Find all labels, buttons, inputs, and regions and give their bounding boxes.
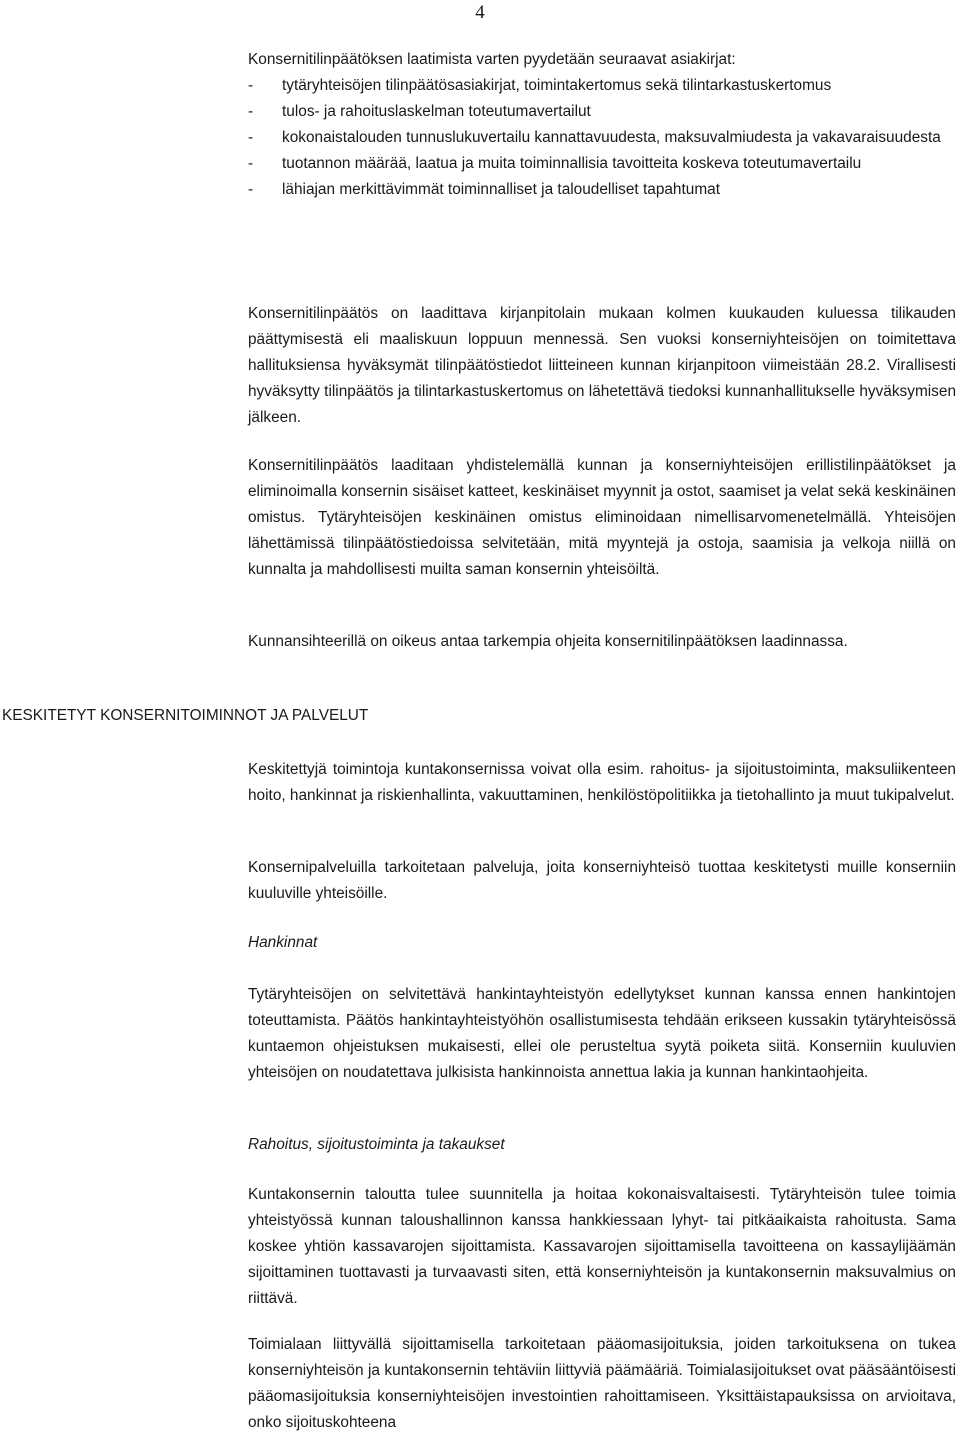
documents-lead: Konsernitilinpäätöksen laatimista varten pyydetään seuraavat asiakirjat: <box>248 51 736 68</box>
documents-list <box>248 73 956 203</box>
procurement-heading: Hankinnat <box>248 934 318 951</box>
finance-heading: Rahoitus, sijoitustoiminta ja takaukset <box>248 1136 505 1153</box>
procurement-paragraph: Tytäryhteisöjen on selvitettävä hankintayhteistyön edellytykset kunnan kanssa ennen hankintojen toteuttamista. Päätös hankintayhteistyöhön osallistumisesta tehdään erikseen kussakin tytäryhteisössä kuntaemon ohjeistuksen mukaisesti, ellei ole perusteltua syytä poiketa siitä. Konserniin kuuluvien yhteisöjen on noudatettava julkisista hankinnoista annettua lakia ja kunnan hankintaohjeita. <box>248 986 956 1081</box>
centralized-functions-paragraph: Keskitettyjä toimintoja kuntakonsernissa voivat olla esim. rahoitus- ja sijoitustoiminta, maksuliikenteen hoito, hankinnat ja riskienhallinta, vakuuttaminen, henkilöstöpolitiikka ja tietohallinto ja muut tukipalvelut. <box>248 761 956 804</box>
group-services-paragraph: Konsernipalveluilla tarkoitetaan palveluja, joita konserniyhteisö tuottaa keskitetysti muille konserniin kuuluville yhteisöille. <box>248 859 956 902</box>
list-item: - kokonaistalouden tunnuslukuvertailu kannattavuudesta, maksuvalmiudesta ja vakavaraisuudesta <box>248 129 941 146</box>
list-item: - tuotannon määrää, laatua ja muita toiminnallisia tavoitteita koskeva toteutumavertailu <box>248 155 862 172</box>
section-heading: KESKITETYT KONSERNITOIMINNOT JA PALVELUT <box>2 707 369 724</box>
list-item: - tytäryhteisöjen tilinpäätösasiakirjat, toimintakertomus sekä tilintarkastuskertomus <box>248 77 832 94</box>
requested-documents <box>248 47 956 203</box>
combination-paragraph: Konsernitilinpäätös laaditaan yhdistelemällä kunnan ja konserniyhteisöjen erillistilinpäätökset ja eliminoimalla konsernin sisäiset katteet, keskinäiset myynnit ja ostot, saamiset ja velat sekä keskinäinen omistus. Tytäryhteisöjen keskinäinen omistus eliminoidaan nimellisarvomenetelmällä. Yhteisöjen lähettämissä tilinpäätöstiedoissa selvitetään, mitä myyntejä ja ostoja, saamisia ja velkoja niillä on kunnalta ja mahdollisesti muilta saman konsernin yhteisöiltä. <box>248 457 956 578</box>
page-number: 4 <box>475 2 485 23</box>
secretary-paragraph: Kunnansihteerillä on oikeus antaa tarkempia ohjeita konsernitilinpäätöksen laadinnassa. <box>248 633 848 650</box>
list-item: - tulos- ja rahoituslaskelman toteutumavertailut <box>248 103 591 120</box>
list-item: - lähiajan merkittävimmät toiminnalliset ja taloudelliset tapahtumat <box>248 181 720 198</box>
deadline-paragraph: Konsernitilinpäätös on laadittava kirjanpitolain mukaan kolmen kuukauden kuluessa tilikauden päättymisestä eli maaliskuun loppuun mennessä. Sen vuoksi konserniyhteisöjen on toimitettava hallituksiensa hyväksymät tilinpäätöstiedot liitteineen kunnan kirjanpitoon viimeistään 28.2. Virallisesti hyväksytty tilinpäätös ja tilintarkastuskertomus on lähetettävä tiedoksi kunnanhallitukselle hyväksymisen jälkeen. <box>248 305 956 426</box>
finance-paragraph: Kuntakonsernin taloutta tulee suunnitella ja hoitaa kokonaisvaltaisesti. Tytäryhteisön tulee toimia yhteistyössä kunnan taloushallinnon kanssa hankkiessaan lyhyt- tai pitkäaikaista rahoitusta. Sama koskee yhtiön kassavarojen sijoittamista. Kassavarojen sijoittamisella tavoitteena on kassaylijäämän sijoittaminen tuottavasti ja turvaavasti siten, että konserniyhteisön ja kuntakonsernin maksuvalmius on riittävä. <box>248 1186 956 1307</box>
investment-paragraph: Toimialaan liittyvällä sijoittamisella tarkoitetaan pääomasijoituksia, joiden tarkoituksena on tukea konserniyhteisön ja kuntakonsernin tehtäviin liittyviä päämääriä. Toimialasijoitukset ovat pääsääntöisesti pääomasijoituksia konserniyhteisöjen investointien rahoittamiseen. Yksittäistapauksissa on arvioitava, onko sijoituskohteena <box>248 1336 956 1431</box>
